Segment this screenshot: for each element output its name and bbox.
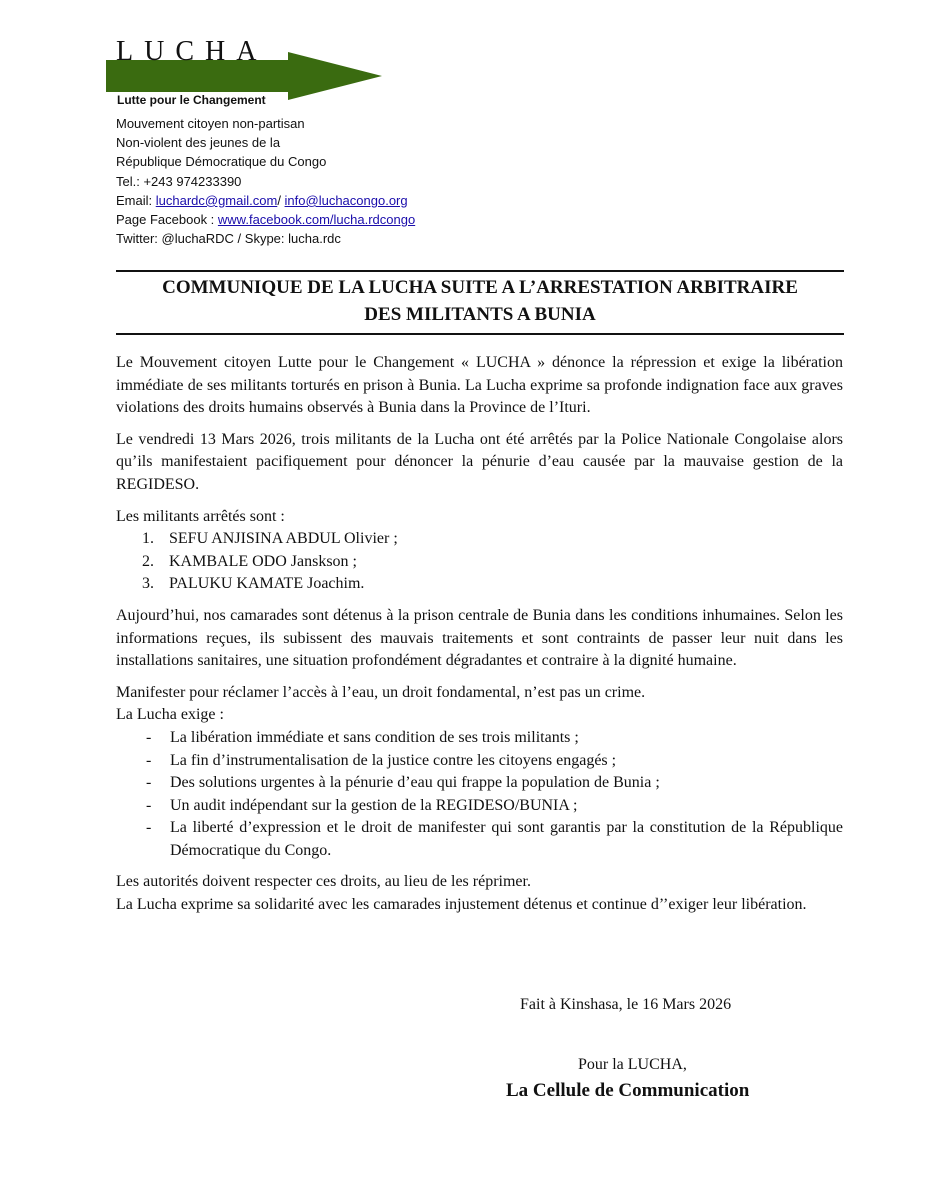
title-bottom-rule: [116, 333, 844, 335]
demand-item: [116, 727, 843, 750]
demand-text: La libération immédiate et sans condition de ses trois militants ;: [170, 728, 579, 746]
militant-item: [116, 528, 843, 551]
militant-item: [116, 573, 843, 596]
communique-title: [116, 274, 844, 328]
email-link-gmail[interactable]: luchardc@gmail.com: [155, 192, 278, 208]
demand-text: La liberté d’expression et le droit de manifester qui sont garantis par la constitution de la République Démocratique du Congo.: [170, 819, 843, 859]
demand-text: Des solutions urgentes à la pénurie d’eau qui frappe la population de Bunia ;: [170, 774, 660, 792]
contact-line: Mouvement citoyen non-partisan: [116, 116, 305, 131]
paragraph-solidarity: La Lucha exprime sa solidarité avec les camarades injustement détenus et continue d’’exiger leur libération.: [116, 896, 807, 914]
email-label: Email:: [116, 192, 156, 208]
logo-tagline: Lutte pour le Changement: [117, 93, 266, 107]
signature-cellule: La Cellule de Communication: [506, 1080, 750, 1101]
demand-item: [116, 772, 843, 795]
militants-list: [116, 528, 843, 596]
signature-pour: Pour la LUCHA,: [578, 1056, 687, 1073]
militant-number: 1.: [142, 530, 154, 548]
email-link-lucha[interactable]: info@luchacongo.org: [284, 192, 408, 208]
paragraph-intro: Le Mouvement citoyen Lutte pour le Changement « LUCHA » dénonce la répression et exige la libération immédiate de ses militants torturés en prison à Bunia. La Lucha exprime sa profonde indignation face aux graves violations des droits humains observés à Bunia dans la Province de l’Ituri.: [116, 354, 843, 417]
militant-number: 2.: [142, 552, 154, 570]
contact-facebook-line: [116, 210, 415, 229]
demand-item: [116, 817, 843, 862]
dash-bullet: -: [146, 796, 152, 814]
militants-intro: Les militants arrêtés sont :: [116, 507, 285, 525]
militant-name: PALUKU KAMATE Joachim.: [169, 575, 365, 593]
demand-text: Un audit indépendant sur la gestion de la REGIDESO/BUNIA ;: [170, 796, 578, 814]
email-separator: /: [277, 192, 285, 208]
militant-item: [116, 551, 843, 574]
contact-block: [116, 114, 415, 248]
title-line-2: DES MILITANTS A BUNIA: [364, 304, 596, 325]
signature-date: Fait à Kinshasa, le 16 Mars 2026: [520, 996, 732, 1013]
facebook-label: Page Facebook :: [116, 212, 218, 228]
contact-twitter-line: Twitter: @luchaRDC / Skype: lucha.rdc: [116, 231, 341, 247]
contact-line: République Démocratique du Congo: [116, 154, 327, 170]
dash-bullet: -: [146, 751, 152, 769]
militant-name: KAMBALE ODO Janskson ;: [169, 552, 357, 570]
dash-bullet: -: [146, 774, 152, 792]
militant-name: SEFU ANJISINA ABDUL Olivier ;: [169, 530, 398, 548]
contact-email-line: [116, 191, 415, 210]
title-line-1: COMMUNIQUE DE LA LUCHA SUITE A L’ARRESTATION ARBITRAIRE: [162, 277, 798, 298]
paragraph-detention: Aujourd’hui, nos camarades sont détenus à la prison centrale de Bunia dans les conditions inhumaines. Selon les informations reçues, ils subissent des mauvais traitements et sont contraints de passer leur nuit dans les installations sanitaires, une situation profondément dégradantes et contraire à la dignité humaine.: [116, 606, 843, 670]
paragraph-right-to-water: Manifester pour réclamer l’accès à l’eau, un droit fondamental, n’est pas un crime.: [116, 683, 646, 701]
demand-text: La fin d’instrumentalisation de la justice contre les citoyens engagés ;: [170, 751, 617, 769]
communique-body: [116, 352, 843, 917]
title-top-rule: [116, 270, 844, 272]
paragraph-authorities: Les autorités doivent respecter ces droits, au lieu de les réprimer.: [116, 873, 531, 891]
contact-phone: Tel.: +243 974233390: [116, 173, 242, 189]
dash-bullet: -: [146, 819, 152, 837]
demand-item: [116, 750, 843, 773]
contact-line: Non-violent des jeunes de la: [116, 135, 281, 151]
demands-list: [116, 727, 843, 863]
dash-bullet: -: [146, 728, 152, 746]
militant-number: 3.: [142, 575, 154, 593]
demand-item: [116, 795, 843, 818]
demands-intro: La Lucha exige :: [116, 706, 224, 724]
paragraph-arrest: Le vendredi 13 Mars 2026, trois militants de la Lucha ont été arrêtés par la Police Nationale Congolaise alors qu’ils manifestaient pacifiquement pour dénoncer la pénurie d’eau causée par la mauvaise gestion de la REGIDESO.: [116, 430, 843, 493]
logo-text: LUCHA: [116, 36, 268, 67]
facebook-link[interactable]: www.facebook.com/lucha.rdcongo: [217, 212, 416, 228]
